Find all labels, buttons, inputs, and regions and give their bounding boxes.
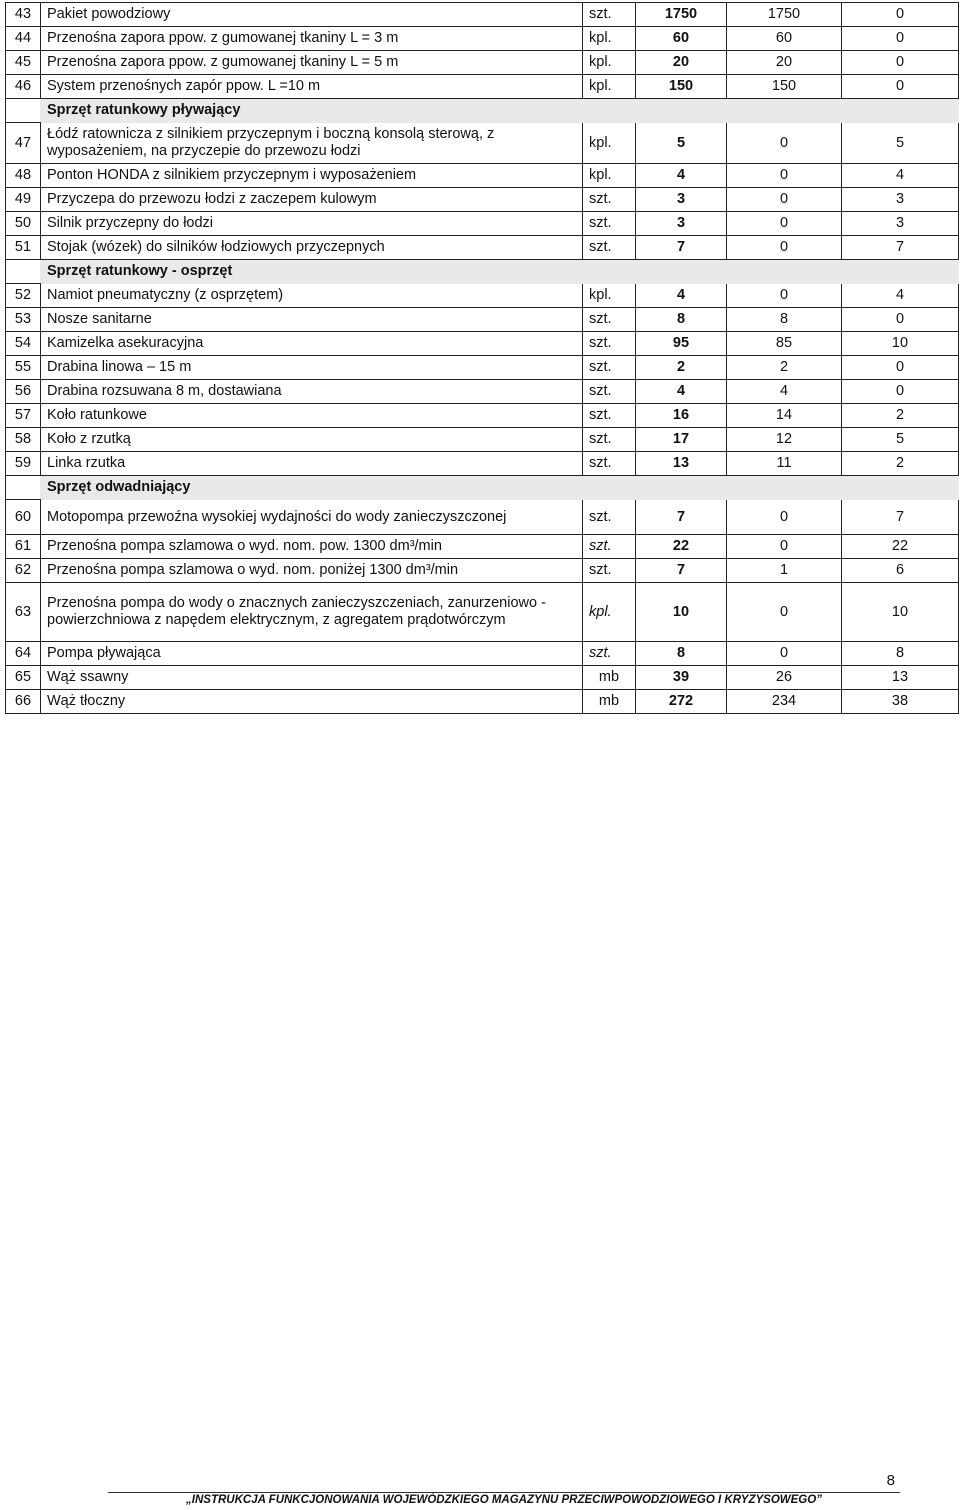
item-description: Linka rzutka [41,452,583,476]
item-description: Przenośna zapora ppow. z gumowanej tkaniny L = 5 m [41,51,583,75]
item-quantity: 60 [636,27,727,51]
section-title: Sprzęt ratunkowy - osprzęt [41,260,959,284]
item-value-2: 8 [727,308,842,332]
section-header-spacer [6,99,41,123]
item-value-2: 1750 [727,3,842,27]
item-value-3: 0 [842,75,959,99]
item-value-3: 38 [842,690,959,714]
item-description: Drabina linowa – 15 m [41,356,583,380]
item-quantity: 95 [636,332,727,356]
table-row [6,428,959,452]
item-unit: szt. [583,212,636,236]
item-value-3: 3 [842,188,959,212]
item-quantity: 7 [636,236,727,260]
item-number: 52 [6,284,41,308]
item-description: Przyczepa do przewozu łodzi z zaczepem kulowym [41,188,583,212]
item-quantity: 20 [636,51,727,75]
item-quantity: 39 [636,666,727,690]
item-unit: szt. [583,642,636,666]
item-unit: kpl. [583,583,636,642]
section-header-spacer [6,476,41,500]
table-row [6,332,959,356]
table-row [6,3,959,27]
item-number: 57 [6,404,41,428]
table-row [6,164,959,188]
item-unit: szt. [583,500,636,535]
item-number: 58 [6,428,41,452]
item-value-3: 10 [842,332,959,356]
item-number: 60 [6,500,41,535]
item-number: 46 [6,75,41,99]
item-value-3: 3 [842,212,959,236]
item-unit: kpl. [583,75,636,99]
item-quantity: 7 [636,559,727,583]
document-footer: „INSTRUKCJA FUNKCJONOWANIA WOJEWÓDZKIEGO MAGAZYNU PRZECIWPOWODZIOWEGO I KRYZYSOWEGO” [108,1492,900,1506]
item-number: 44 [6,27,41,51]
item-value-3: 7 [842,236,959,260]
item-quantity: 4 [636,284,727,308]
item-value-2: 14 [727,404,842,428]
item-number: 43 [6,3,41,27]
item-description: Silnik przyczepny do łodzi [41,212,583,236]
item-number: 66 [6,690,41,714]
table-row [6,212,959,236]
item-unit: szt. [583,3,636,27]
item-number: 49 [6,188,41,212]
item-unit: kpl. [583,51,636,75]
item-value-3: 6 [842,559,959,583]
item-value-2: 20 [727,51,842,75]
item-value-3: 5 [842,123,959,164]
item-description: Przenośna zapora ppow. z gumowanej tkaniny L = 3 m [41,27,583,51]
item-unit: szt. [583,356,636,380]
item-description: Pompa pływająca [41,642,583,666]
item-quantity: 7 [636,500,727,535]
item-quantity: 10 [636,583,727,642]
item-number: 51 [6,236,41,260]
item-description: Drabina rozsuwana 8 m, dostawiana [41,380,583,404]
item-value-2: 0 [727,284,842,308]
item-value-3: 4 [842,284,959,308]
table-row [6,123,959,164]
section-header-spacer [6,260,41,284]
item-value-3: 0 [842,356,959,380]
table-row [6,236,959,260]
item-value-3: 0 [842,308,959,332]
item-value-3: 5 [842,428,959,452]
table-row [6,51,959,75]
item-value-2: 1 [727,559,842,583]
item-number: 61 [6,535,41,559]
item-unit: szt. [583,308,636,332]
item-unit: mb [583,666,636,690]
table-row [6,559,959,583]
table-row [6,500,959,535]
section-title: Sprzęt odwadniający [41,476,959,500]
item-description: System przenośnych zapór ppow. L =10 m [41,75,583,99]
section-header-row [6,476,959,500]
item-value-2: 85 [727,332,842,356]
item-number: 63 [6,583,41,642]
item-value-2: 0 [727,236,842,260]
item-number: 53 [6,308,41,332]
item-unit: szt. [583,236,636,260]
item-description: Wąż tłoczny [41,690,583,714]
table-row [6,380,959,404]
item-description: Namiot pneumatyczny (z osprzętem) [41,284,583,308]
item-number: 54 [6,332,41,356]
inventory-table [5,2,959,714]
item-value-2: 0 [727,188,842,212]
table-row [6,690,959,714]
table-row [6,535,959,559]
table-row [6,75,959,99]
item-description: Kamizelka asekuracyjna [41,332,583,356]
item-quantity: 4 [636,164,727,188]
table-row [6,666,959,690]
item-unit: kpl. [583,164,636,188]
item-unit: szt. [583,380,636,404]
item-unit: szt. [583,188,636,212]
table-row [6,27,959,51]
item-description: Przenośna pompa do wody o znacznych zanieczyszczeniach, zanurzeniowo - powierzchniowa z napędem elektrycznym, z agregatem prądotwórczym [41,583,583,642]
page-number: 8 [886,1472,895,1489]
item-description: Ponton HONDA z silnikiem przyczepnym i wyposażeniem [41,164,583,188]
item-value-2: 12 [727,428,842,452]
item-value-3: 10 [842,583,959,642]
item-value-2: 0 [727,500,842,535]
item-value-2: 0 [727,535,842,559]
item-value-2: 234 [727,690,842,714]
item-value-3: 0 [842,51,959,75]
item-unit: kpl. [583,284,636,308]
item-description: Łódź ratownicza z silnikiem przyczepnym i boczną konsolą sterową, z wyposażeniem, na przyczepie do przewozu łodzi [41,123,583,164]
item-value-2: 0 [727,583,842,642]
item-quantity: 8 [636,642,727,666]
item-quantity: 22 [636,535,727,559]
item-quantity: 17 [636,428,727,452]
table-row [6,188,959,212]
table-row [6,284,959,308]
item-unit: szt. [583,404,636,428]
item-quantity: 8 [636,308,727,332]
table-row [6,356,959,380]
item-value-2: 0 [727,212,842,236]
section-header-row [6,260,959,284]
item-value-3: 8 [842,642,959,666]
item-number: 56 [6,380,41,404]
item-value-2: 2 [727,356,842,380]
item-description: Motopompa przewoźna wysokiej wydajności do wody zanieczyszczonej [41,500,583,535]
item-description: Stojak (wózek) do silników łodziowych przyczepnych [41,236,583,260]
item-value-2: 11 [727,452,842,476]
item-description: Koło ratunkowe [41,404,583,428]
item-value-2: 60 [727,27,842,51]
item-value-2: 0 [727,642,842,666]
item-number: 59 [6,452,41,476]
item-value-2: 4 [727,380,842,404]
item-value-2: 26 [727,666,842,690]
item-quantity: 4 [636,380,727,404]
table-row [6,642,959,666]
item-unit: szt. [583,428,636,452]
item-quantity: 2 [636,356,727,380]
item-value-3: 7 [842,500,959,535]
item-number: 62 [6,559,41,583]
item-quantity: 3 [636,212,727,236]
table-row [6,404,959,428]
item-number: 47 [6,123,41,164]
item-value-3: 0 [842,380,959,404]
item-value-3: 22 [842,535,959,559]
item-number: 55 [6,356,41,380]
item-number: 65 [6,666,41,690]
item-unit: szt. [583,332,636,356]
item-quantity: 272 [636,690,727,714]
item-description: Przenośna pompa szlamowa o wyd. nom. pow. 1300 dm³/min [41,535,583,559]
item-value-3: 2 [842,404,959,428]
item-value-2: 0 [727,123,842,164]
item-quantity: 3 [636,188,727,212]
item-number: 50 [6,212,41,236]
item-description: Pakiet powodziowy [41,3,583,27]
item-number: 48 [6,164,41,188]
inventory-table-body [6,3,959,714]
item-quantity: 13 [636,452,727,476]
item-unit: szt. [583,452,636,476]
section-header-row [6,99,959,123]
item-description: Wąż ssawny [41,666,583,690]
item-description: Nosze sanitarne [41,308,583,332]
item-value-3: 0 [842,3,959,27]
item-unit: kpl. [583,27,636,51]
item-value-3: 0 [842,27,959,51]
item-unit: kpl. [583,123,636,164]
item-value-3: 4 [842,164,959,188]
item-quantity: 1750 [636,3,727,27]
item-number: 64 [6,642,41,666]
table-row [6,452,959,476]
item-unit: mb [583,690,636,714]
item-quantity: 16 [636,404,727,428]
item-unit: szt. [583,535,636,559]
item-value-2: 0 [727,164,842,188]
table-row [6,308,959,332]
item-value-3: 2 [842,452,959,476]
item-value-2: 150 [727,75,842,99]
item-number: 45 [6,51,41,75]
table-row [6,583,959,642]
section-title: Sprzęt ratunkowy pływający [41,99,959,123]
item-quantity: 150 [636,75,727,99]
item-description: Koło z rzutką [41,428,583,452]
item-description: Przenośna pompa szlamowa o wyd. nom. poniżej 1300 dm³/min [41,559,583,583]
item-value-3: 13 [842,666,959,690]
item-quantity: 5 [636,123,727,164]
item-unit: szt. [583,559,636,583]
